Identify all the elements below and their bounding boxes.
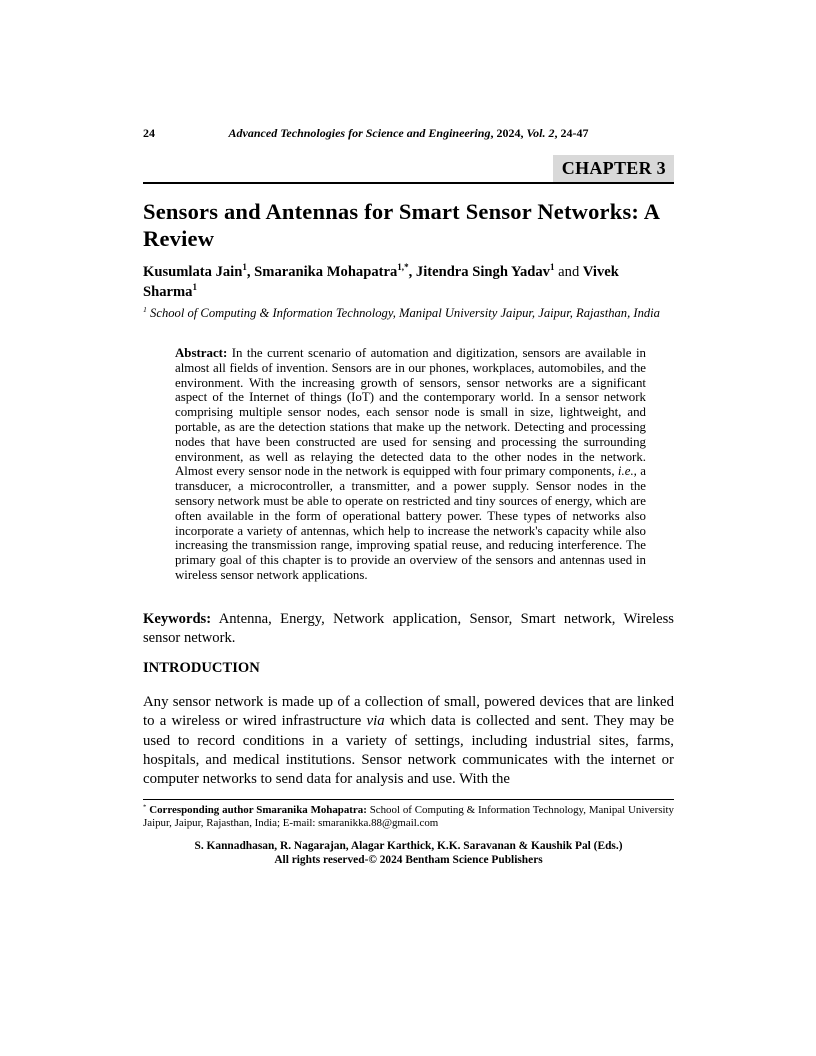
author-name: Kusumlata Jain (143, 264, 243, 280)
author-separator: , (408, 264, 416, 280)
author-name: Smaranika Mohapatra (254, 264, 398, 280)
author-name: Jitendra Singh Yadav (415, 264, 550, 280)
editors-line: S. Kannadhasan, R. Nagarajan, Alagar Karthick, K.K. Saravanan & Kaushik Pal (Eds.) (194, 839, 623, 852)
author-affiliation-marker: 1 (242, 262, 247, 273)
paragraph-italic-term: via (366, 713, 385, 730)
introduction-heading: INTRODUCTION (143, 659, 260, 676)
abstract-italic-term: i.e., (617, 464, 637, 479)
author-separator: , (246, 264, 255, 280)
author-affiliation-marker: 1 (549, 262, 555, 273)
chapter-label: CHAPTER 3 (553, 155, 674, 182)
journal-pages: , 24-47 (554, 126, 589, 140)
keywords-text: Antenna, Energy, Network application, Sensor, Smart network, Wireless sensor network. (143, 610, 674, 647)
author-affiliation-marker: 1 (192, 281, 197, 292)
journal-volume: Vol. 2 (526, 126, 555, 140)
journal-title: Advanced Technologies for Science and Engineering (228, 126, 491, 140)
publisher-imprint (143, 839, 674, 867)
corresponding-author-footnote (143, 804, 674, 831)
page-number: 24 (143, 126, 155, 140)
affiliation-text: School of Computing & Information Technology, Manipal University Jaipur, Jaipur, Rajasthan, India (146, 306, 660, 320)
keywords-block (143, 610, 674, 649)
authors-line (143, 263, 674, 302)
footnote-marker: * (143, 803, 147, 811)
abstract-text: In the current scenario of automation and digitization, sensors are available in almost all fields of invention. Sensors are in our phones, workplaces, automobiles, and the environment. With the increasing growth of sensors, sensor networks are a significant aspect of the Internet of things (IoT) and the contemporary world. In a sensor network comprising multiple sensor nodes, each sensor node is small in size, lightweight, and portable, as are the detection stations that make up the network. Detecting and processing nodes that have been constructed are used for sensing and processing the surrounding environment, as well as relaying the detected data to the other nodes in the network. Almost every sensor node in the network is equipped with four primary components, (175, 346, 646, 479)
footnote-text: School of Computing & Information Technology, Manipal University Jaipur, Jaipur, Rajasthan, India; E-mail: smaranikka.88@gmail.com (143, 803, 675, 830)
paragraph-text: Any sensor network is made up of a collection of small, powered devices that are linked to a wireless or wired infrastructure (143, 693, 674, 730)
chapter-title: Sensors and Antennas for Smart Sensor Networks: A Review (143, 199, 659, 251)
author-conjunction: and (554, 264, 583, 280)
journal-year: , 2024, (490, 126, 527, 140)
page-content (143, 0, 674, 867)
abstract-block (175, 346, 646, 583)
abstract-label: Abstract: (175, 346, 228, 360)
author-name: Vivek Sharma (143, 264, 619, 300)
footnote-rule (143, 799, 674, 800)
affiliation-marker: 1 (143, 304, 147, 314)
author-affiliation-marker: 1,* (397, 262, 409, 273)
affiliation-line (143, 305, 674, 321)
rights-line: All rights reserved-© 2024 Bentham Science Publishers (274, 853, 543, 866)
journal-citation (143, 126, 674, 141)
abstract-text: a transducer, a microcontroller, a transmitter, and a power supply. Sensor nodes in the sensory network must be able to operate on restricted and tiny sources of energy, which are often available in the form of operational battery power. These types of networks also incorporate a variety of antennas, which help to increase the network's capacity while also increasing the transmission range, improving spatial reuse, and reducing interference. The primary goal of this chapter is to provide an overview of the sensors and antennas used in wireless sensor network applications. (175, 464, 646, 582)
header-rule (143, 182, 674, 184)
chapter-row (143, 155, 674, 182)
keywords-label: Keywords: (143, 610, 212, 627)
introduction-paragraph (143, 693, 674, 790)
running-head (143, 126, 674, 141)
footnote-bold-text: Corresponding author Smaranika Mohapatra: (146, 803, 367, 816)
paragraph-text: which data is collected and sent. They may be used to record conditions in a variety of settings, including industrial sites, farms, hospitals, and medical institutions. Sensor network communicates with the internet or computer networks to send data for analysis and use. With the (143, 713, 674, 788)
